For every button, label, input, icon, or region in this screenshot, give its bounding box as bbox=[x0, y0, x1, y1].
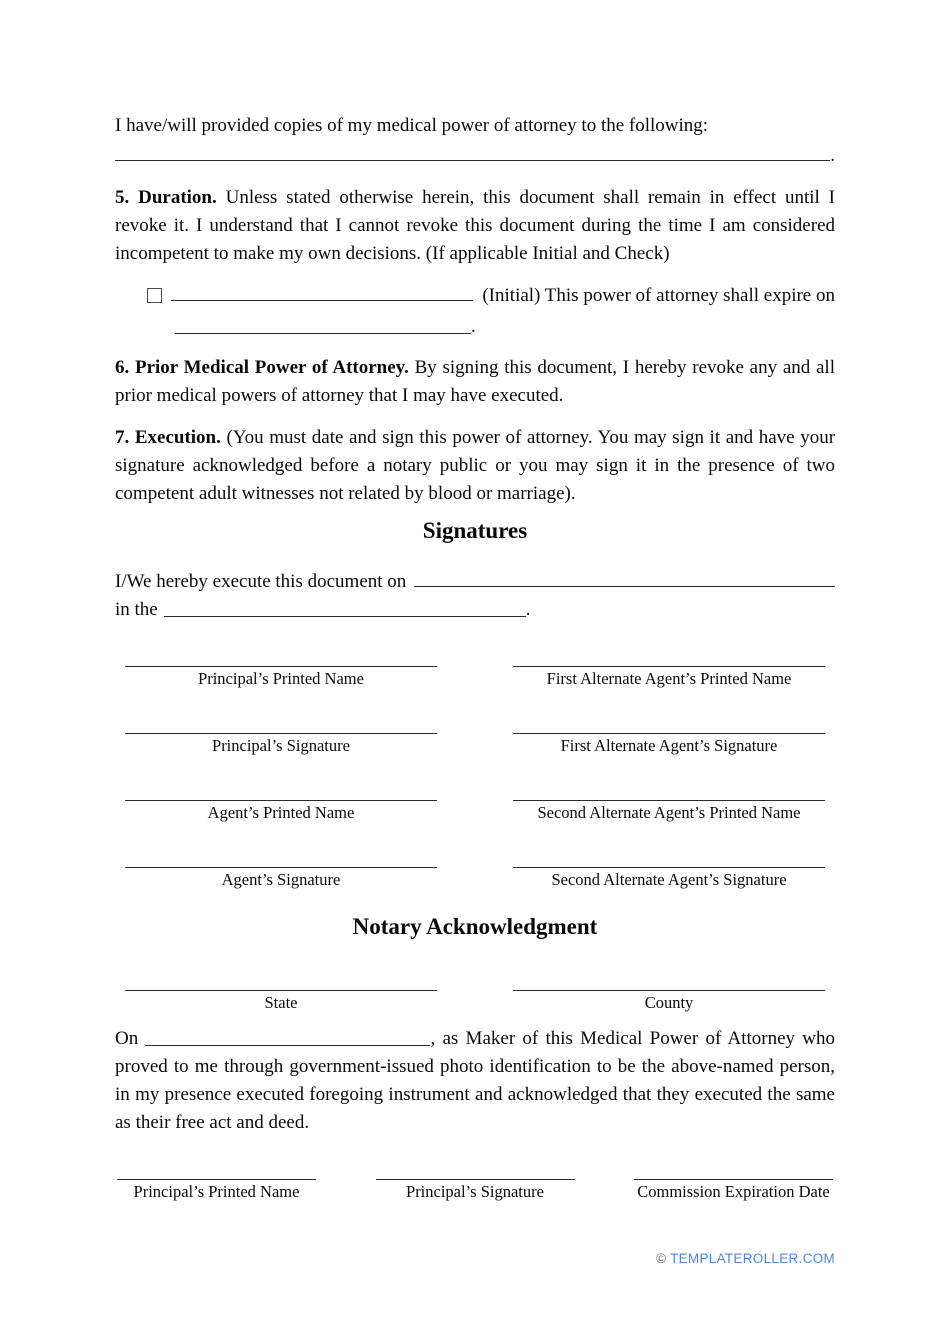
commission-expiration-label: Commission Expiration Date bbox=[637, 1182, 830, 1201]
commission-expiration-line[interactable] bbox=[634, 1161, 833, 1180]
duration-heading: 5. Duration. bbox=[115, 187, 217, 208]
prior-poa-body: By signing this document, I hereby revoke any and all prior medical powers of attorney that I may have executed. bbox=[115, 357, 835, 406]
expiration-date-row bbox=[175, 312, 835, 342]
notary-principal-signature-label: Principal’s Signature bbox=[406, 1182, 544, 1201]
notary-principal-signature-field bbox=[376, 1161, 575, 1202]
first-alternate-signature-line[interactable] bbox=[513, 715, 825, 734]
section-prior-poa bbox=[115, 354, 835, 410]
second-alternate-printed-name-label: Second Alternate Agent’s Printed Name bbox=[537, 803, 801, 822]
footer bbox=[115, 1250, 835, 1268]
period: . bbox=[525, 599, 531, 620]
section-execution bbox=[115, 424, 835, 508]
notary-on-prefix: On bbox=[115, 1028, 139, 1049]
agent-signature-label: Agent’s Signature bbox=[221, 870, 341, 889]
notary-principal-printed-name-label: Principal’s Printed Name bbox=[133, 1182, 300, 1201]
execution-heading: 7. Execution. bbox=[115, 427, 221, 448]
state-label: State bbox=[264, 993, 298, 1012]
first-alternate-printed-name-line[interactable] bbox=[513, 648, 825, 667]
county-line[interactable] bbox=[513, 972, 825, 991]
sig-field-first-alternate-signature bbox=[513, 715, 825, 756]
sig-field-agent-printed-name bbox=[125, 782, 437, 823]
copies-blank-row bbox=[115, 142, 835, 172]
agent-signature-line[interactable] bbox=[125, 849, 437, 868]
sig-field-first-alternate-printed-name bbox=[513, 648, 825, 689]
execute-place-blank-line[interactable] bbox=[164, 600, 526, 617]
expiration-checkbox[interactable] bbox=[147, 288, 162, 303]
notary-principal-printed-name-line[interactable] bbox=[117, 1161, 316, 1180]
copies-clause bbox=[115, 112, 835, 140]
county-label: County bbox=[644, 993, 694, 1012]
agent-printed-name-line[interactable] bbox=[125, 782, 437, 801]
principal-printed-name-label: Principal’s Printed Name bbox=[198, 669, 364, 688]
county-field bbox=[513, 972, 825, 1013]
state-county-row bbox=[115, 972, 835, 1013]
execute-date-row bbox=[115, 568, 835, 596]
sig-field-second-alternate-signature bbox=[513, 849, 825, 890]
execute-place-prefix: in the bbox=[115, 599, 158, 620]
signatures-heading: Signatures bbox=[422, 518, 528, 543]
initial-row-text: (Initial) This power of attorney shall expire on bbox=[482, 285, 835, 306]
notary-bottom-fields bbox=[115, 1161, 835, 1202]
execution-body: (You must date and sign this power of attorney. You may sign it and have your signature acknowledged before a notary public or you may sign it in the presence of two competent adult witnesses not related by blood or marriage). bbox=[115, 427, 836, 504]
notary-statement bbox=[115, 1025, 835, 1137]
commission-expiration-field bbox=[634, 1161, 833, 1202]
expiration-date-blank-line[interactable] bbox=[175, 317, 471, 334]
principal-signature-label: Principal’s Signature bbox=[212, 736, 350, 755]
execute-date-prefix: I/We hereby execute this document on bbox=[115, 571, 407, 592]
period: . bbox=[830, 145, 835, 166]
copyright-icon: © bbox=[656, 1251, 667, 1266]
section-duration bbox=[115, 184, 835, 268]
notary-statement-body: , as Maker of this Medical Power of Attorney who proved to me through government-issued photo identification to be the above-named person, in my presence executed foregoing instrument and acknowledged that they executed the same as their free act and deed. bbox=[115, 1028, 835, 1133]
first-alternate-signature-label: First Alternate Agent’s Signature bbox=[560, 736, 778, 755]
notary-principal-printed-name-field bbox=[117, 1161, 316, 1202]
initial-blank-line[interactable] bbox=[171, 284, 473, 301]
state-line[interactable] bbox=[125, 972, 437, 991]
copies-clause-text: I have/will provided copies of my medical power of attorney to the following: bbox=[115, 115, 709, 136]
sig-field-principal-printed-name bbox=[125, 648, 437, 689]
second-alternate-signature-label: Second Alternate Agent’s Signature bbox=[551, 870, 787, 889]
period: . bbox=[471, 316, 476, 337]
principal-signature-line[interactable] bbox=[125, 715, 437, 734]
principal-printed-name-line[interactable] bbox=[125, 648, 437, 667]
agent-printed-name-label: Agent’s Printed Name bbox=[207, 803, 355, 822]
prior-poa-heading: 6. Prior Medical Power of Attorney. bbox=[115, 357, 409, 378]
sig-field-second-alternate-printed-name bbox=[513, 782, 825, 823]
expiration-initial-block bbox=[115, 282, 835, 342]
initial-row bbox=[115, 282, 835, 312]
copies-blank-line[interactable] bbox=[115, 144, 830, 161]
sig-field-agent-signature bbox=[125, 849, 437, 890]
state-field bbox=[125, 972, 437, 1013]
duration-body: Unless stated otherwise herein, this document shall remain in effect until I revoke it. I understand that I cannot revoke this document during the time I am considered incompetent to make my own decisions. (If applicable Initial and Check) bbox=[115, 187, 835, 264]
signature-grid bbox=[115, 648, 835, 890]
notary-heading: Notary Acknowledgment bbox=[352, 914, 598, 939]
execute-date-blank-line[interactable] bbox=[414, 570, 835, 587]
notary-date-blank-line[interactable] bbox=[145, 1029, 430, 1046]
execute-place-row bbox=[115, 596, 835, 624]
second-alternate-signature-line[interactable] bbox=[513, 849, 825, 868]
notary-principal-signature-line[interactable] bbox=[376, 1161, 575, 1180]
templateroller-link[interactable]: TEMPLATEROLLER.COM bbox=[670, 1251, 835, 1266]
second-alternate-printed-name-line[interactable] bbox=[513, 782, 825, 801]
sig-field-principal-signature bbox=[125, 715, 437, 756]
first-alternate-printed-name-label: First Alternate Agent’s Printed Name bbox=[546, 669, 792, 688]
